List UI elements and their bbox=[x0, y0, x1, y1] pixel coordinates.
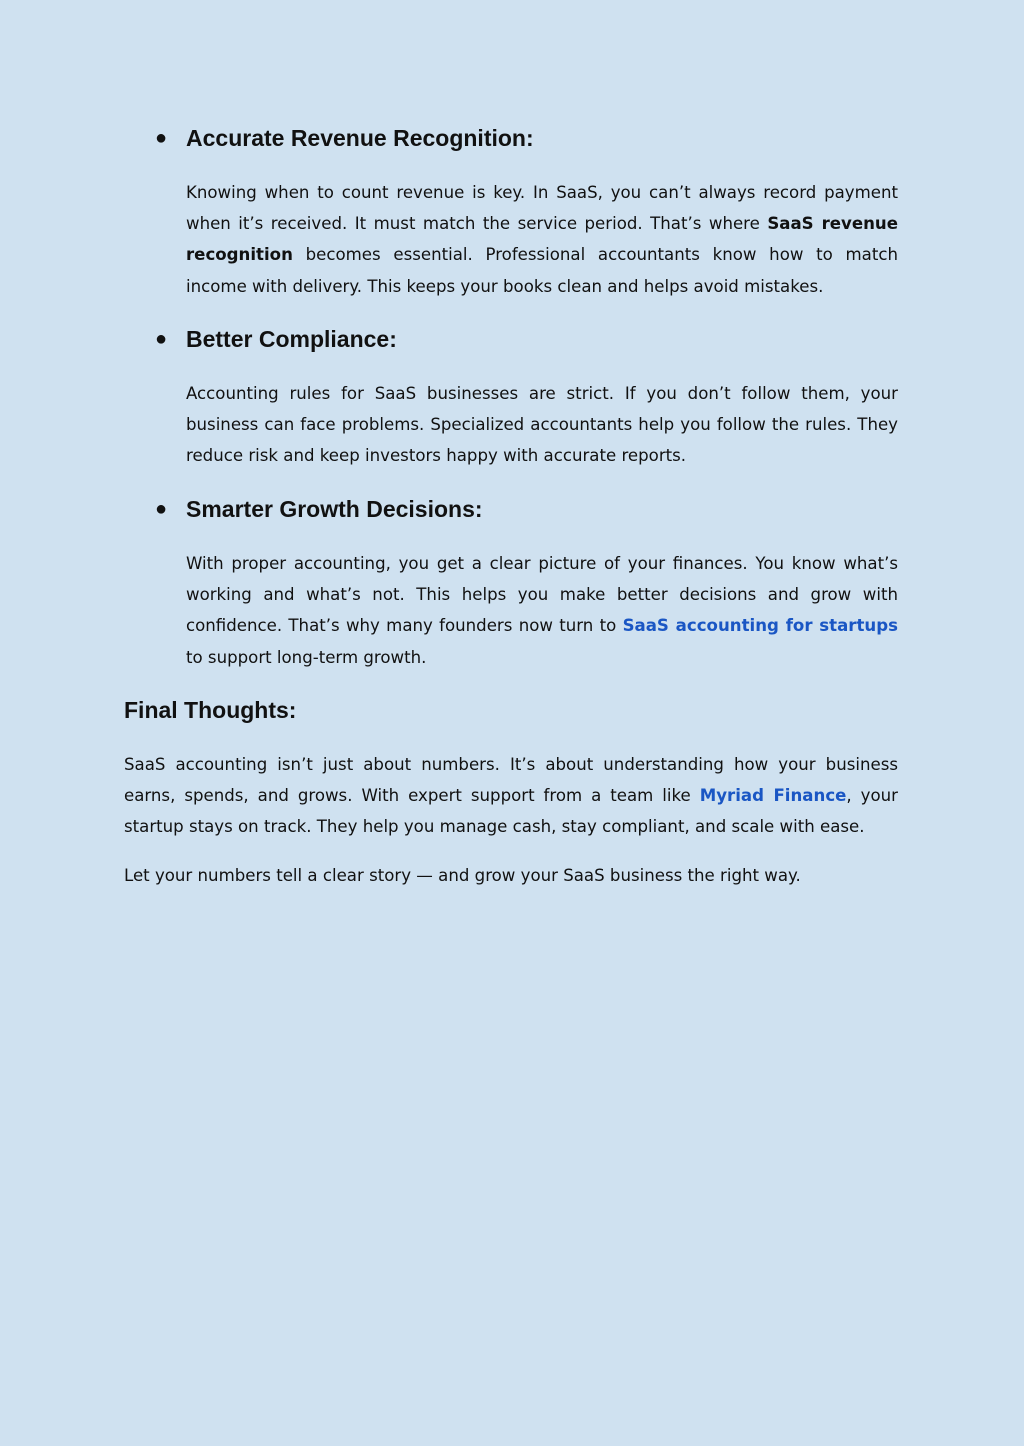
closing-paragraph: Let your numbers tell a clear story — and grow your SaaS business the right way. bbox=[124, 866, 801, 885]
section-paragraph-revenue-recognition bbox=[186, 177, 898, 302]
section-heading-compliance: Better Compliance: bbox=[186, 326, 397, 352]
paragraph-text: Knowing when to count revenue is key. In SaaS, you can’t always record payment when it’s received. It must match the service period. That’s where bbox=[186, 183, 898, 234]
section-heading-revenue-recognition: Accurate Revenue Recognition: bbox=[186, 125, 534, 151]
section-paragraph-growth-decisions bbox=[186, 548, 898, 673]
paragraph-text: becomes essential. Professional accountants know how to match income with delivery. This keeps your books clean and helps avoid mistakes. bbox=[186, 245, 898, 296]
bold-term: SaaS revenue recognition bbox=[186, 214, 898, 265]
paragraph-text: With proper accounting, you get a clear picture of your finances. You know what’s working and what’s not. This helps you make better decisions and grow with confidence. That’s why many founders now turn to bbox=[186, 554, 898, 636]
saas-accounting-link[interactable]: SaaS accounting for startups bbox=[622, 616, 898, 636]
paragraph-text: , your startup stays on track. They help you manage cash, stay compliant, and scale with ease. bbox=[124, 786, 898, 837]
bullet-icon: ● bbox=[155, 127, 168, 149]
section-heading-growth-decisions: Smarter Growth Decisions: bbox=[186, 496, 483, 522]
myriad-finance-link[interactable]: Myriad Finance bbox=[699, 786, 847, 806]
final-thoughts-paragraph bbox=[124, 749, 898, 843]
paragraph-text: SaaS accounting isn’t just about numbers. It’s about understanding how your business earns, spends, and grows. With expert support from a team like bbox=[124, 755, 898, 806]
final-thoughts-heading: Final Thoughts: bbox=[124, 697, 297, 723]
bullet-icon: ● bbox=[155, 328, 168, 350]
bullet-icon: ● bbox=[155, 498, 168, 520]
paragraph-text: to support long-term growth. bbox=[186, 647, 427, 667]
section-paragraph-compliance: Accounting rules for SaaS businesses are strict. If you don’t follow them, your business can face problems. Specialized accountants help you follow the rules. They reduce risk and keep investors happy with accurate reports. bbox=[186, 384, 898, 466]
